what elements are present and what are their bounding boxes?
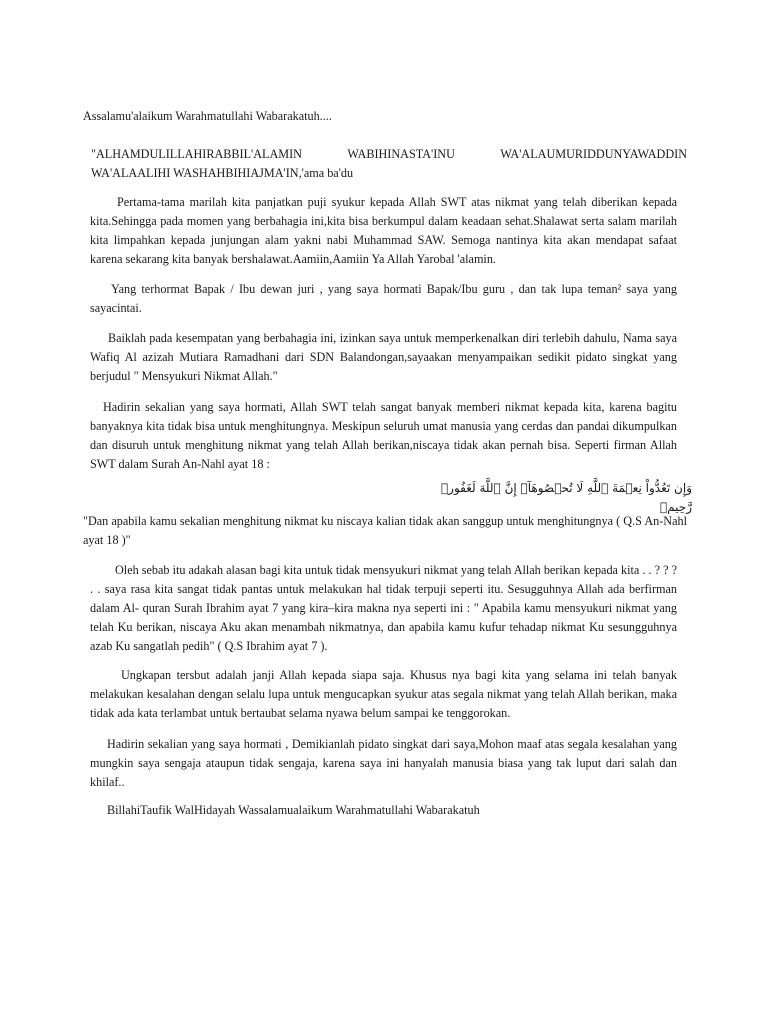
arabic-verse: وَإِن تَعُدُّواْ نِعۡمَةَ ٱللَّهِ لَا تُحۡصُوهَآۗ إِنَّ ٱللَّهَ لَغَفُورٞ رَّحِيمٞ	[440, 481, 692, 514]
opening-line-1: "ALHAMDULILLAHIRABBIL'ALAMIN WABIHINASTA'INU WA'ALAUMURIDDUNYAWADDIN	[91, 147, 687, 161]
paragraph-praise: Pertama-tama marilah kita panjatkan puji syukur kepada Allah SWT atas nikmat yang telah diberikan kepada kita.Sehingga pada momen yang berbahagia ini,kita bisa berkumpul dalam keadaan sehat.Shalawat serta salam marilah kita limpahkan kepada junjungan alam yakni nabi Muhammad SAW. Semoga nantinya kita akan mendapat safaat karena sekarang kita banyak bershalawat.Aamiin,Aamiin Ya Allah Yarobal 'alamin.	[90, 195, 677, 266]
paragraph-respect: Yang terhormat Bapak / Ibu dewan juri , yang saya hormati Bapak/Ibu guru , dan tak lupa teman² saya yang sayacintai.	[90, 282, 677, 315]
paragraph-introduction: Baiklah pada kesempatan yang berbahagia ini, izinkan saya untuk memperkenalkan diri terlebih dahulu, Nama saya Wafiq Al azizah Mutiara Ramadhani dari SDN Balandongan,sayaakan menyampaikan sedikit pidato singkat yang berjudul " Mensyukuri Nikmat Allah."	[90, 331, 677, 383]
closing-text: BillahiTaufik WalHidayah Wassalamualaikum Warahmatullahi Wabarakatuh	[107, 803, 480, 817]
verse-translation: "Dan apabila kamu sekalian menghitung nikmat ku niscaya kalian tidak akan sanggup untuk menghitungnya ( Q.S An-Nahl ayat 18 )"	[83, 514, 687, 547]
paragraph-promise: Ungkapan tersbut adalah janji Allah kepada siapa saja. Khusus nya bagi kita yang selama ini telah banyak melakukan kesalahan dengan selalu lupa untuk mengucapkan syukur atas segala nikmat yang telah Allah berikan, maka tidak ada kata terlambat untuk bertaubat selama nyawa belum sampai ke tenggorokan.	[90, 668, 677, 720]
paragraph-gratitude: Oleh sebab itu adakah alasan bagi kita untuk tidak mensyukuri nikmat yang telah Allah berikan kepada kita . . ? ? ? . . saya rasa kita sangat tidak pantas untuk melakukan hal tidak terpuji seperti itu. Sesugguhnya Allah ada berfirman dalam Al- quran Surah Ibrahim ayat 7 yang kira–kira makna nya seperti ini : " Apabila kamu mensyukuri nikmat yang telah Ku berikan, niscaya Aku akan menambah nikmatnya, dan apabila kamu kufur tehadap nikmat Ku sesungguhnya azab Ku sangatlah pedih" ( Q.S Ibrahim ayat 7 ).	[90, 563, 677, 653]
paragraph-blessings: Hadirin sekalian yang saya hormati, Allah SWT telah sangat banyak memberi nikmat kepada kita, karena bagitu banyaknya kita tidak bisa untuk menghitungnya. Meskipun seluruh umat manusia yang cerdas dan pandai dikumpulkan dan disuruh untuk menghitung nikmat yang telah Allah berikan,niscaya tidak akan pernah bisa. Seperti firman Allah SWT dalam Surah An-Nahl ayat 18 :	[90, 400, 677, 471]
paragraph-apology: Hadirin sekalian yang saya hormati , Demikianlah pidato singkat dari saya,Mohon maaf atas segala kesalahan yang mungkin saya sengaja ataupun tidak sengaja, karena saya ini hanyalah manusia biasa yang tak luput dari salah dan khilaf..	[90, 737, 677, 789]
opening-line-2: WA'ALAALIHI WASHAHBIHIAJMA'IN,'ama ba'du	[91, 166, 354, 180]
greeting-text: Assalamu'alaikum Warahmatullahi Wabarakatuh....	[83, 109, 332, 123]
